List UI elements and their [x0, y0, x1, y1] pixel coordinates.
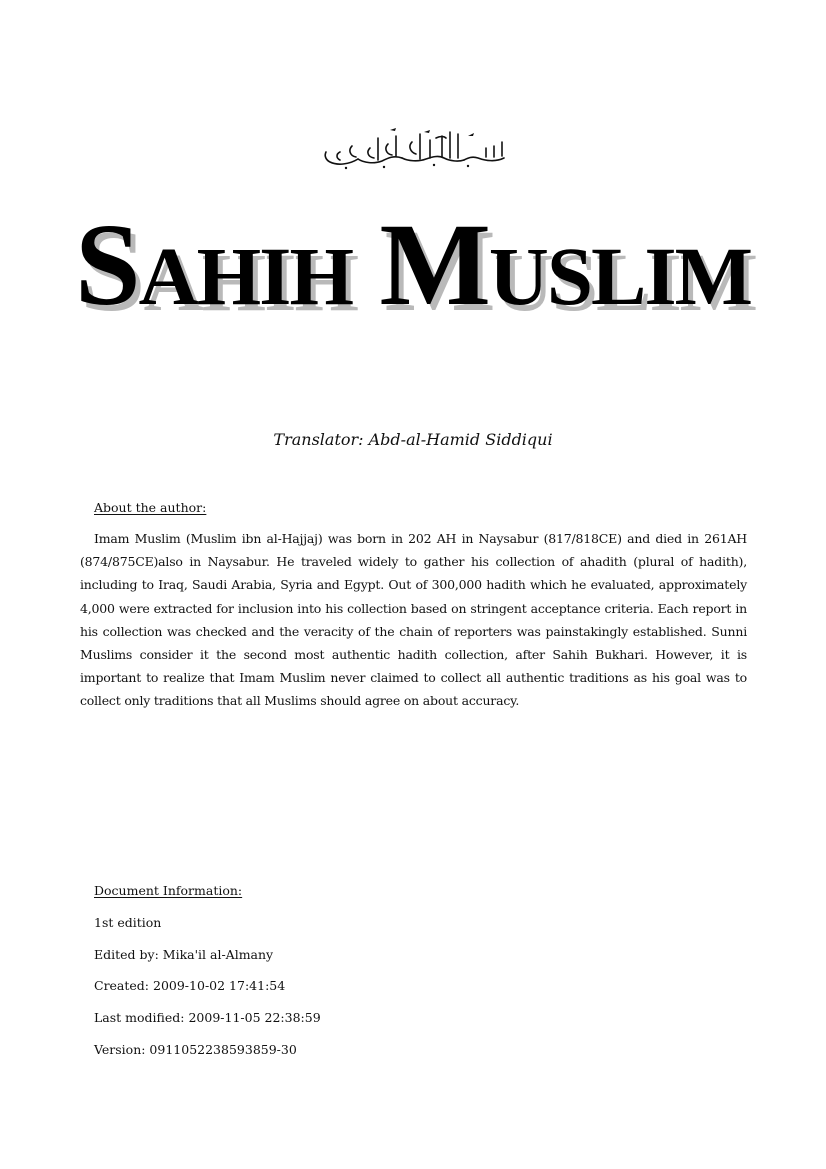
- basmala-calligraphy: [318, 128, 512, 170]
- edited-by-line: Edited by: Mika'il al-Almany: [94, 947, 274, 962]
- document-information-heading: Document Information:: [94, 883, 243, 898]
- edition-line: 1st edition: [94, 915, 162, 930]
- created-line: Created: 2009-10-02 17:41:54: [94, 978, 286, 993]
- about-author-paragraph: Imam Muslim (Muslim ibn al-Hajjaj) was born in 202 AH in Naysabur (817/818CE) and died in 261AH (874/875CE)also in Naysabur. He traveled widely to gather his collection of ahadith (plural of hadith), including to Iraq, Saudi Arabia, Syria and Egypt. Out of 300,000 hadith which he evaluated, approximately 4,000 were extracted for inclusion into his collection based on stringent acceptance criteria. Each report in his collection was checked and the veracity of the chain of reporters was painstakingly established. Sunni Muslims consider it the second most authentic hadith collection, after Sahih Bukhari. However, it is important to realize that Imam Muslim never claimed to collect all authentic traditions as his goal was to collect only traditions that all Muslims should agree on about accuracy.: [80, 531, 747, 709]
- version-line: Version: 0911052238593859-30: [94, 1042, 297, 1057]
- translator-credit: Translator: Abd-al-Hamid Siddiqui: [273, 430, 553, 449]
- page-title: Sahih Muslim: [75, 199, 751, 330]
- last-modified-line: Last modified: 2009-11-05 22:38:59: [94, 1010, 321, 1025]
- about-author-heading: About the author:: [94, 500, 207, 515]
